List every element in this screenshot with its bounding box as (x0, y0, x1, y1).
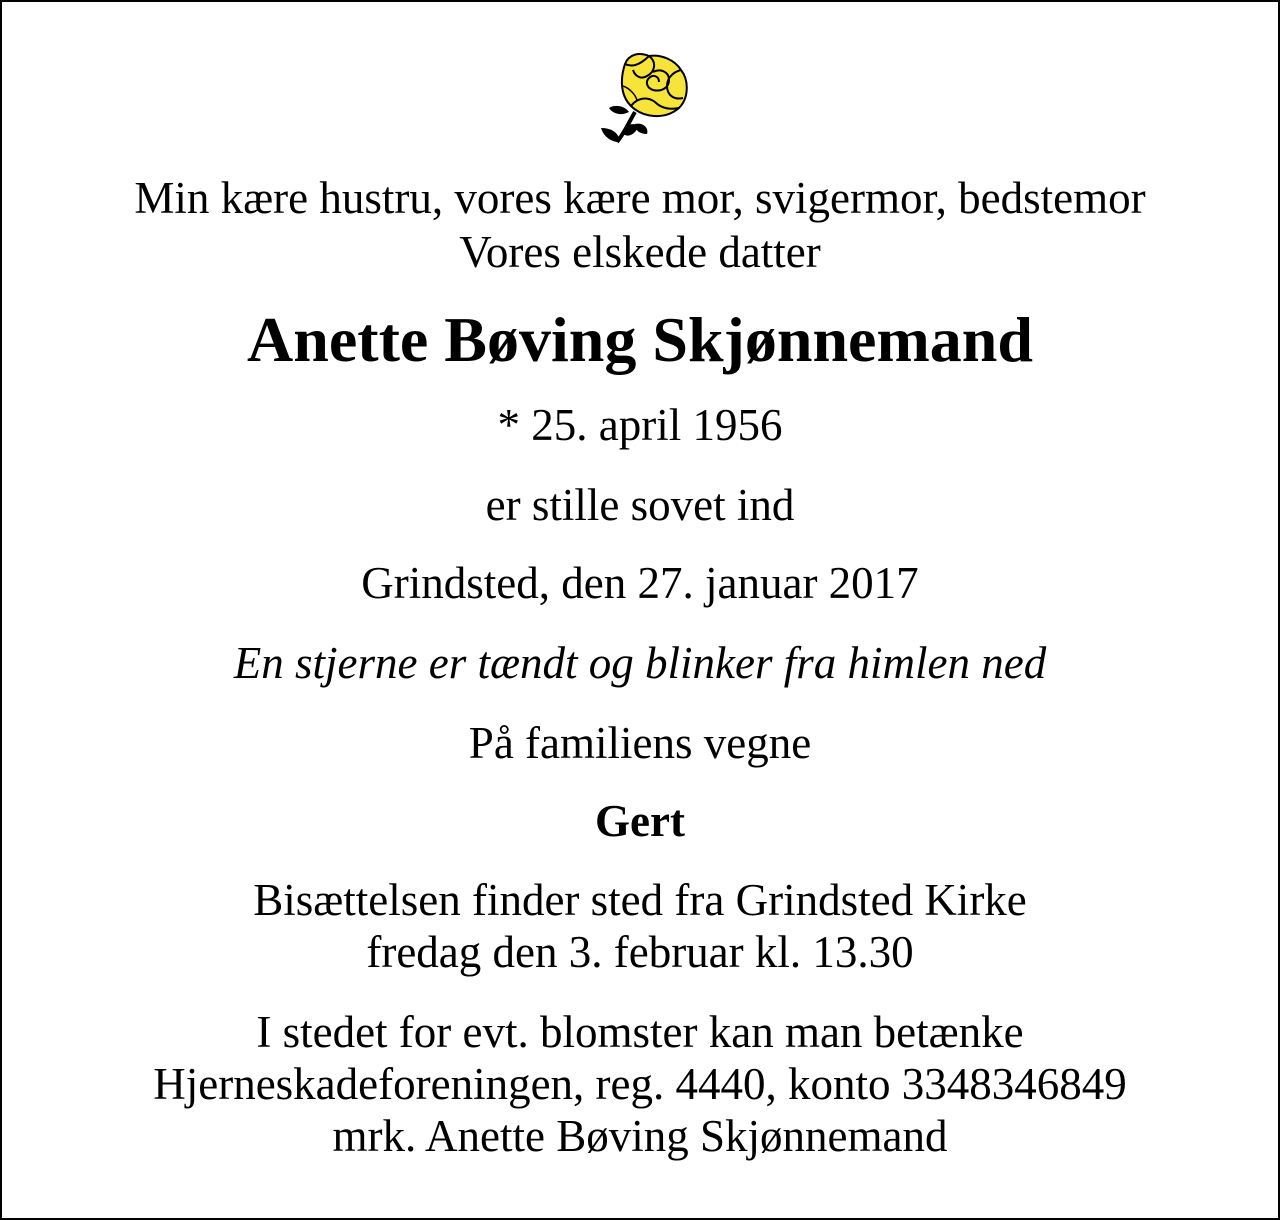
donation-info-line-3: mrk. Anette Bøving Skjønnemand (332, 1111, 948, 1161)
deceased-name: Anette Bøving Skjønnemand (247, 304, 1033, 375)
passed-away-text: er stille sovet ind (485, 480, 795, 530)
birth-date: * 25. april 1956 (497, 400, 783, 450)
place-and-death-date: Grindsted, den 27. januar 2017 (361, 558, 919, 608)
funeral-info-line-1: Bisættelsen finder sted fra Grindsted Kirke (253, 875, 1027, 925)
donation-info-line-1: I stedet for evt. blomster kan man betænke (256, 1007, 1024, 1057)
donation-info-line-2: Hjerneskadeforeningen, reg. 4440, konto 3348346849 (153, 1059, 1127, 1109)
intro-line-1: Min kære hustru, vores kære mor, svigermor, bedstemor (134, 173, 1146, 223)
funeral-info-line-2: fredag den 3. februar kl. 13.30 (366, 927, 914, 977)
intro-line-2: Vores elskede datter (459, 227, 821, 277)
signer-name: Gert (595, 796, 685, 846)
yellow-rose-icon (595, 42, 695, 152)
on-behalf-text: På familiens vegne (468, 718, 812, 768)
memorial-quote: En stjerne er tændt og blinker fra himlen ned (233, 638, 1047, 688)
